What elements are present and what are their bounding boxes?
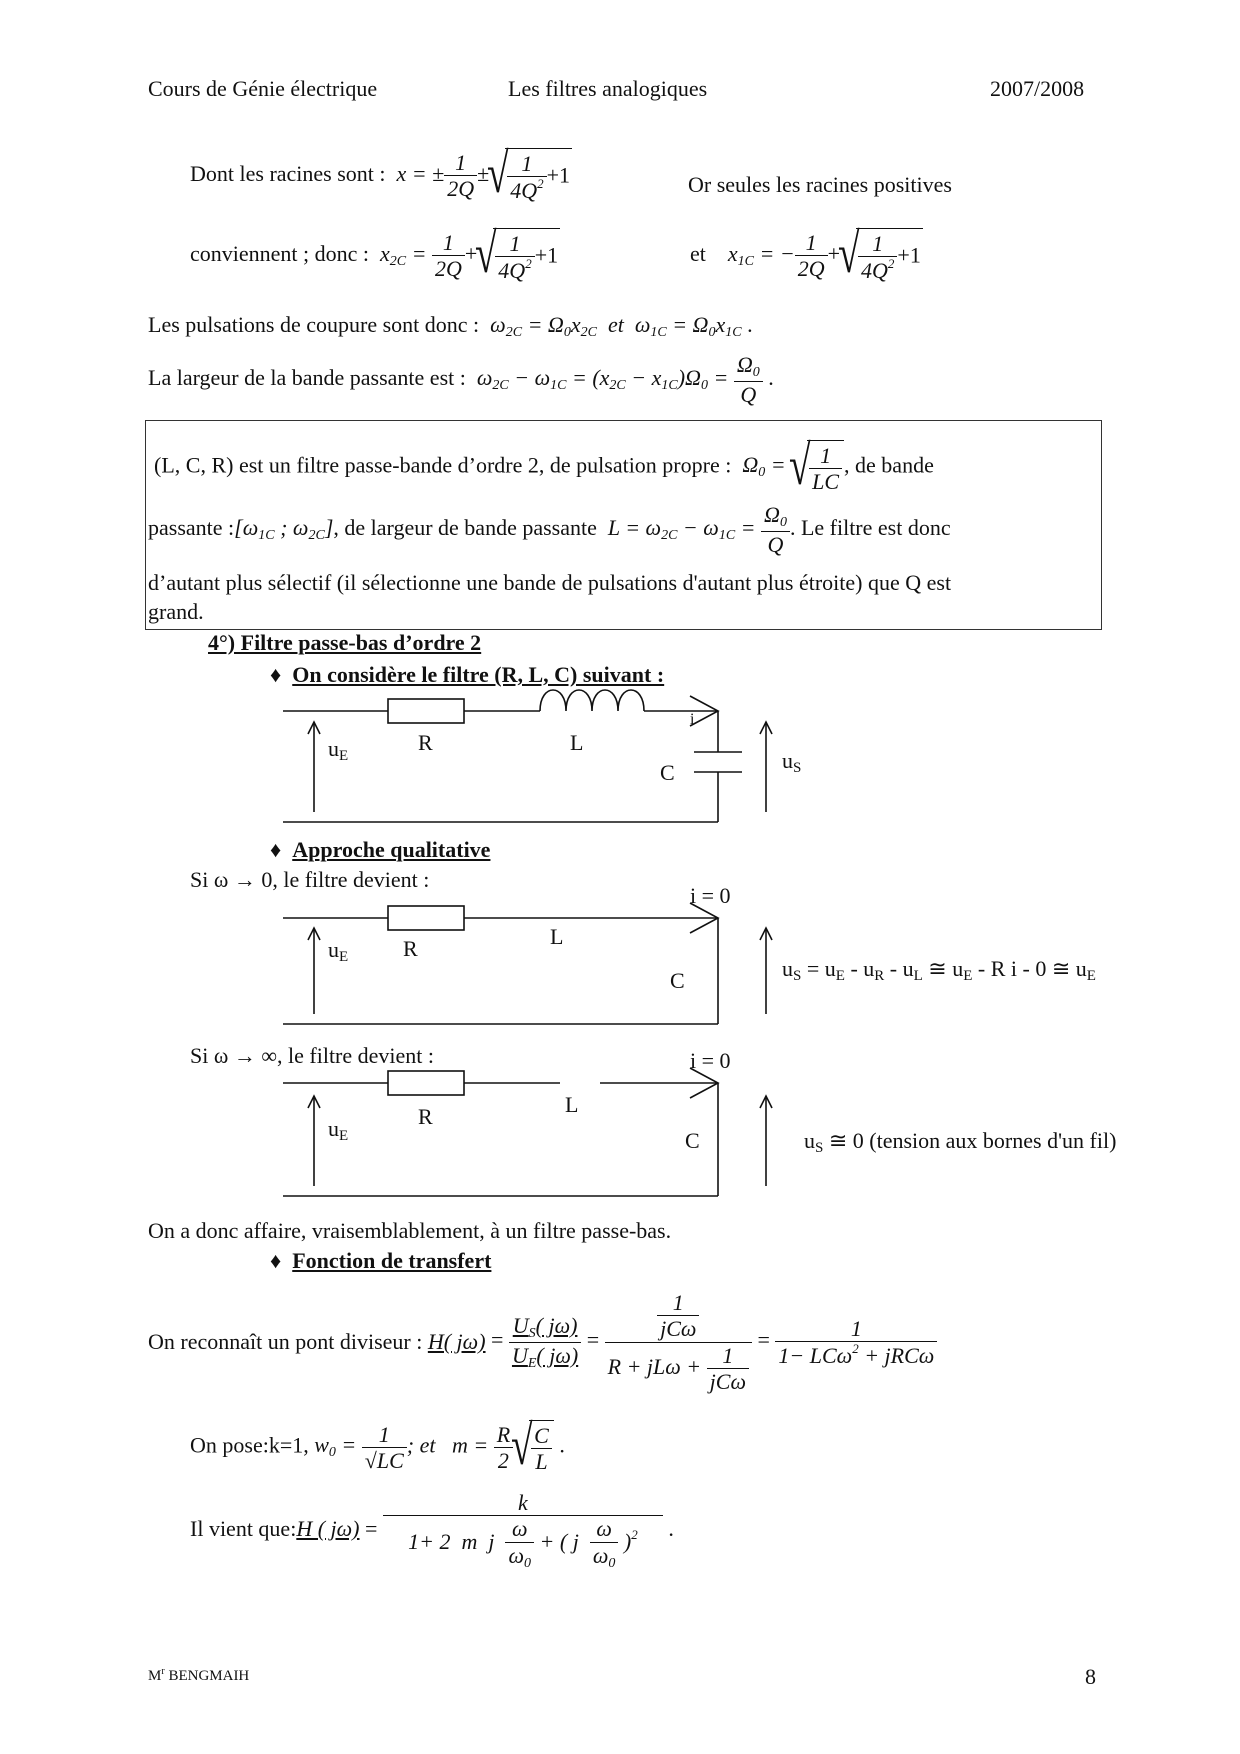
cutoff-pulsations: Les pulsations de coupure sont donc : $\omega_{2C} = \Omega_0x_{2C}$ et $\omega_{1C} = \Omega_0x_{1C}$ . xyxy=(148,312,753,340)
pose-line: On pose:k=1, $w_0$ = $\frac{1}{√LC}$ ; et m = $\frac{R}{2}$ √ $\frac{C}{L}$ . xyxy=(190,1420,565,1475)
label-L-1: L xyxy=(570,730,584,755)
label-C-2: C xyxy=(670,968,685,993)
roots-line: Dont les racines sont : x = ± $\frac{1}{2Q}$ ± √ $\frac{1}{4Q^2}$ +1 xyxy=(190,148,572,204)
label-i0-3: i = 0 xyxy=(690,1048,731,1073)
bullet-transfer: ♦ Fonction de transfert xyxy=(270,1248,492,1273)
footer-author: $M^r$ BENGMAIH xyxy=(148,1666,250,1684)
bandwidth-line: La largeur de la bande passante est : $\omega_{2C} - \omega_{1C} = (x_{2C} - x_{1C})\Omega_0$ = $\frac{\Omega_0}{Q}$ . xyxy=(148,352,774,408)
label-L-3: L xyxy=(565,1092,579,1117)
page-number: 8 xyxy=(1085,1664,1096,1689)
root-x1c: et $x_{1C}$ = − $\frac{1}{2Q}$ + √ $\frac{1}{4Q^2}$ +1 xyxy=(690,228,923,284)
equation-low-freq: uS = uE - uR - uL ≅ uE - R i - 0 ≅ uE xyxy=(782,956,1096,984)
conclusion: On a donc affaire, vraisemblablement, à un filtre passe-bas. xyxy=(148,1218,672,1243)
case-omega-inf: Si ω → ∞, le filtre devient : xyxy=(190,1043,435,1068)
summary-line-1: (L, C, R) est un filtre passe-bande d’ordre 2, de pulsation propre : $\Omega_0$ = √ $\frac{1}{LC}$ , de bande xyxy=(154,440,934,495)
summary-line-3: d’autant plus sélectif (il sélectionne une bande de pulsations d'autant plus étroite) que Q est xyxy=(148,570,952,595)
roots-note: Or seules les racines positives xyxy=(688,172,952,197)
label-uE-2: uE xyxy=(328,937,349,965)
label-i0-2: i = 0 xyxy=(690,883,731,908)
equation-high-freq: uS ≅ 0 (tension aux bornes d'un fil) xyxy=(804,1128,1117,1156)
roots-positive: conviennent ; donc : $x_{2C}$ = $\frac{1}{2Q}$ + √ $\frac{1}{4Q^2}$ +1 xyxy=(190,228,560,284)
label-L-2: L xyxy=(550,924,564,949)
section-title: 4°) Filtre passe-bas d’ordre 2 xyxy=(208,630,482,655)
result-line: Il vient que:H ( jω) = k 1+ 2 m j $\frac{\omega}{\omega_0}$ + ( j $\frac{\omega}{\omega_0}$ )$^2$ . xyxy=(190,1490,674,1571)
header-right: 2007/2008 xyxy=(990,76,1085,101)
header-left: Cours de Génie électrique xyxy=(148,76,378,101)
label-R-1: R xyxy=(418,730,433,755)
label-R-3: R xyxy=(418,1104,433,1129)
label-uE-3: uE xyxy=(328,1116,349,1144)
bullet-circuit: ♦ On considère le filtre (R, L, C) suivant : xyxy=(270,662,665,687)
label-i-1: i xyxy=(690,711,695,728)
label-C-3: C xyxy=(685,1128,700,1153)
case-omega-zero: Si ω → 0, le filtre devient : xyxy=(190,867,430,892)
label-uS-1: uS xyxy=(782,748,802,776)
summary-line-4: grand. xyxy=(148,599,204,624)
label-R-2: R xyxy=(403,936,418,961)
label-uE-1: uE xyxy=(328,736,349,764)
label-C-1: C xyxy=(660,760,675,785)
summary-line-2: passante $:[\omega_{1C}$ ; $\omega_{2C}$], de largeur de bande passante $L = \omega_{2C} - \omega_{1C}$ = $\frac{\Omega_0}{Q}$ . Le filtre est donc xyxy=(148,502,951,558)
header-center: Les filtres analogiques xyxy=(508,76,708,101)
transfer-function: On reconnaît un pont diviseur : H( jω) = $\frac{U_S( j\omega)}{U_E( j\omega)}$ = $\frac{1}{\text{jCω}}$ R + jLω + $\frac{1}{\text{jCω}}$ = $\frac{1}{1- LC\omega^2 + jRC\omega}$ xyxy=(148,1290,937,1394)
bullet-qualitative: ♦ Approche qualitative xyxy=(270,837,491,862)
